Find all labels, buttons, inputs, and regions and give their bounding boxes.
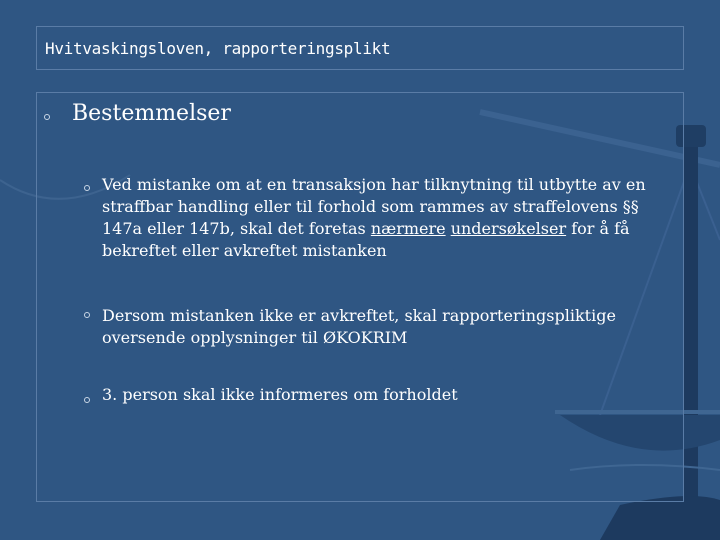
- item-text: for å få bekreftet eller avkreftet mistanken: [102, 219, 630, 260]
- underlined-text: undersøkelser: [450, 219, 567, 238]
- bullet-icon: [84, 397, 90, 403]
- content-box: [36, 92, 684, 502]
- underlined-text: nærmere: [370, 219, 446, 238]
- bullet-icon: [84, 312, 90, 318]
- slide-title: Hvitvaskingsloven, rapporteringsplikt: [45, 39, 391, 58]
- item-text: Ved mistanke om at en transaksjon har tilknytning til utbytte av en straffbar handling eller til forhold som rammes av straffelovens §§ 147a eller 147b, skal det foretas: [102, 175, 646, 238]
- list-item: Dersom mistanken ikke er avkreftet, skal rapporteringspliktige oversende opplysninger til ØKOKRIM: [102, 306, 616, 347]
- heading-bestemmelser: Bestemmelser: [72, 101, 231, 126]
- bullet-icon: [84, 185, 90, 191]
- list-item: [102, 174, 682, 262]
- title-box: [36, 26, 684, 70]
- bullet-icon: [44, 114, 50, 120]
- list-item: 3. person skal ikke informeres om forholdet: [102, 385, 458, 404]
